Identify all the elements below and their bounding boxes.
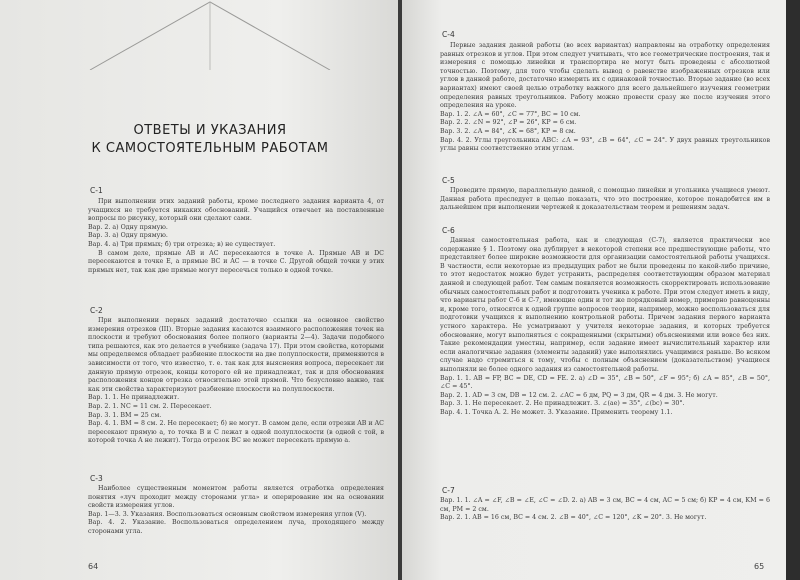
answer-line: Вар. 1. 2. ∠A = 60°, ∠C = 77°, BC = 10 см. [440, 110, 581, 118]
page-number-left: 64 [88, 562, 99, 571]
answer-line: Вар. 1. 1. Не принадлежит. [88, 394, 180, 402]
answer-line: Вар. 3. 2. ∠A = 84°, ∠K = 68°, KP = 8 см. [440, 127, 576, 135]
paragraph: При выполнении первых заданий достаточно ссылки на основное свойство измерения отрезков (III). Вторые задания касаются взаимного расположения точек на плоскости и требуют обоснования более полного (варианты 2—4). Задачи подобного типа решаются, как это делается в учебнике (задача 17). При этом свойства, которыми мы определяемся обладает разбиение плоскости на две полуплоскости, применяются в зависимости от того, что известно, т. е. так как для выяснения вопроса, пересекает ли данную прямую отрезок, концы которого ей не принадлежат, так и для обоснования расположения концов отрезка относительно этой прямой. Что безусловно важно, так как эти свойства характеризуют разбиение плоскости на полуплоскости. [88, 317, 384, 393]
section-c7-text [440, 497, 770, 523]
section-heading-c3: С-3 [90, 474, 103, 483]
paragraph: Проведите прямую, параллельную данной, с помощью линейки и угольника учащиеся умеют. Данная работа преследует в целью показать, что это построение, которое понадобится им в дальнейшем при выполнении чертежей к доказательствам теорем и решениям задач. [440, 187, 770, 212]
answer-line: Вар. 2. 2. ∠N = 92°, ∠P = 26°, KP = 6 см. [440, 119, 577, 127]
paragraph: Первые задания данной работы (во всех вариантах) направлены на отработку определения равных отрезков и углов. При этом следует учитывать, что все геометрические построения, так и измерения с помощью линейки и транспортира не могут быть проведены с абсолютной точностью. Поэтому, для того чтобы сделать вывод о равенстве изображенных отрезков или углов в данной работе, достаточно измерить их с одинаковой точностью. Вторые задание (во всех вариантах) имеют своей целью отработку важного для всего дальнейшего изучения геометрии определения равных треугольников. Работу можно провести сразу же после изучения этого определения на уроке. [440, 42, 770, 110]
answer-line: Вар. 3. 1. BM = 25 см. [88, 411, 162, 419]
section-c3-text [88, 485, 384, 537]
section-c1-text [88, 198, 384, 275]
answer-line: Вар. 4. 1. BM = 8 см. 2. Не пересекает; б) не могут. В самом деле, если отрезки AB и AC пересекают прямую a, то точка B и C лежат в одной полуплоскости (в одной с той, в которой точка A не лежит). Тогда отрезок BC не может пересекать прямую a. [88, 420, 384, 445]
answer-line: Вар. 3. а) Одну прямую. [88, 232, 168, 240]
chapter-title [70, 122, 350, 158]
paragraph: Данная самостоятельная работа, как и следующая (С-7), является практически все содержание § 1. Поэтому она дублирует в некоторой степени все предшествующие работы, что представляет более широкие возможности для организации самостоятельной работы учащихся. В частности, если некоторые из предыдущих работ не были проведены по какой-либо причине, то этот недостаток можно будет устранить, распределяя соответствующим образом материал данной и следующей работ. Тем самым появляется возможность скорректировать использование обычных самостоятельных работ и подготовить ученика к работе. При этом следует иметь в виду, что варианты работ С-6 и С-7, имеющие один и тот же порядковый номер, примерно равноценны и, кроме того, относятся к одной группе вопросов теории, например, можно воспользоваться для подготовки учащихся к выполнению контрольной работы. Причем задания первого варианта устного характера. Не усматривают у учителя некоторые задания, и которых требуется обоснование, могут выполняться с сокращенными (скрытыми) объяснениями или вовсе без них. Такие рекомендации уместны, например, если задание имеет вычислительный характер или если аналогичные задания (элементы заданий) уже выполнялись учащимися раньше. Во всяком случае надо стремиться к тому, чтобы с полным объяснением (доказательством) учащиеся выполняли не более одного задания из самостоятельной работы. [440, 237, 770, 373]
section-heading-c6: С-6 [442, 226, 455, 235]
book-cover-edge [786, 0, 800, 580]
answer-line: Вар. 1—3. 3. Указания. Воспользоваться основным свойством измерения углов (V). [88, 510, 367, 518]
triangle-figure [60, 0, 360, 70]
answer-line: Вар. 4. 2. Указание. Воспользоваться определением луча, проходящего между сторонами угла. [88, 519, 384, 535]
chapter-title-line1: ОТВЕТЫ И УКАЗАНИЯ [133, 123, 287, 138]
section-c2-text [88, 317, 384, 446]
answer-line: Вар. 4. 2. Углы треугольника ABC: ∠A = 93°, ∠B = 64°, ∠C = 24°. У двух равных треугольников углы равны соответственно этим углам. [440, 136, 770, 153]
section-heading-c2: С-2 [90, 306, 103, 315]
answer-line: Вар. 4. а) Три прямых; б) три отрезка; в) не существует. [88, 240, 276, 248]
section-heading-c7: С-7 [442, 486, 455, 495]
right-page [402, 0, 800, 580]
answer-line: Вар. 3. 1. Не пересекает. 2. Не принадлежит. 3. ∠(ae) = 35°, ∠(bc) = 30°. [440, 400, 685, 408]
answer-line: Вар. 4. 1. Точка A. 2. Не может. 3. Указание. Применить теорему 1.1. [440, 408, 673, 416]
section-heading-c1: С-1 [90, 186, 103, 195]
page-number-right: 65 [754, 562, 765, 571]
answer-line: Вар. 2. а) Одну прямую. [88, 223, 168, 231]
section-heading-c5: С-5 [442, 176, 455, 185]
paragraph: В самом деле, прямые AB и AC пересекаются в точке A. Прямые AB и DC пересекаются в точке E, а прямые BC и AC — в точке C. Другой общей точки у этих прямых нет, так как две прямые могут пересечься только в одной точке. [88, 249, 384, 274]
chapter-title-line2: К САМОСТОЯТЕЛЬНЫМ РАБОТАМ [91, 141, 329, 156]
answer-line: Вар. 1. 1. ∠A = ∠F, ∠B = ∠E, ∠C = ∠D. 2. а) AB = 3 см, BC = 4 см, AC = 5 см; б) KP = 4 см, KM = 6 см, PM = 2 см. [440, 497, 770, 513]
paragraph: При выполнении этих заданий работы, кроме последнего задания варианта 4, от учащихся не требуется никаких обоснований. Учащийся отвечает на поставленные вопросы по рисунку, который они сделают сами. [88, 198, 384, 223]
answer-line: Вар. 2. 1. AB = 16 см, BC = 4 см. 2. ∠B = 40°, ∠C = 120°, ∠K = 20°. 3. Не могут. [440, 514, 707, 522]
section-heading-c4: С-4 [442, 30, 455, 39]
section-c4-text [440, 42, 770, 154]
section-c6-text [440, 237, 770, 417]
answer-line: Вар. 2. 1. AD = 3 см, DB = 12 см. 2. ∠AC = 6 дм, PQ = 3 дм, QR = 4 дм. 3. Не могут. [440, 391, 718, 399]
section-c5-text [440, 187, 770, 213]
paragraph: Наиболее существенным моментом работы является отработка определения понятия «луч проходит между сторонами угла» и оперирование им на основании свойств измерения углов. [88, 485, 384, 510]
answer-line: Вар. 1. 1. AB = FP, BC = DE, CD = FE. 2. а) ∠D = 35°, ∠B = 50°, ∠F = 95°; б) ∠A = 85°, ∠B = 50°, ∠C = 45°. [440, 374, 770, 391]
answer-line: Вар. 2. 1. NC = 11 см. 2. Пересекает. [88, 402, 212, 410]
